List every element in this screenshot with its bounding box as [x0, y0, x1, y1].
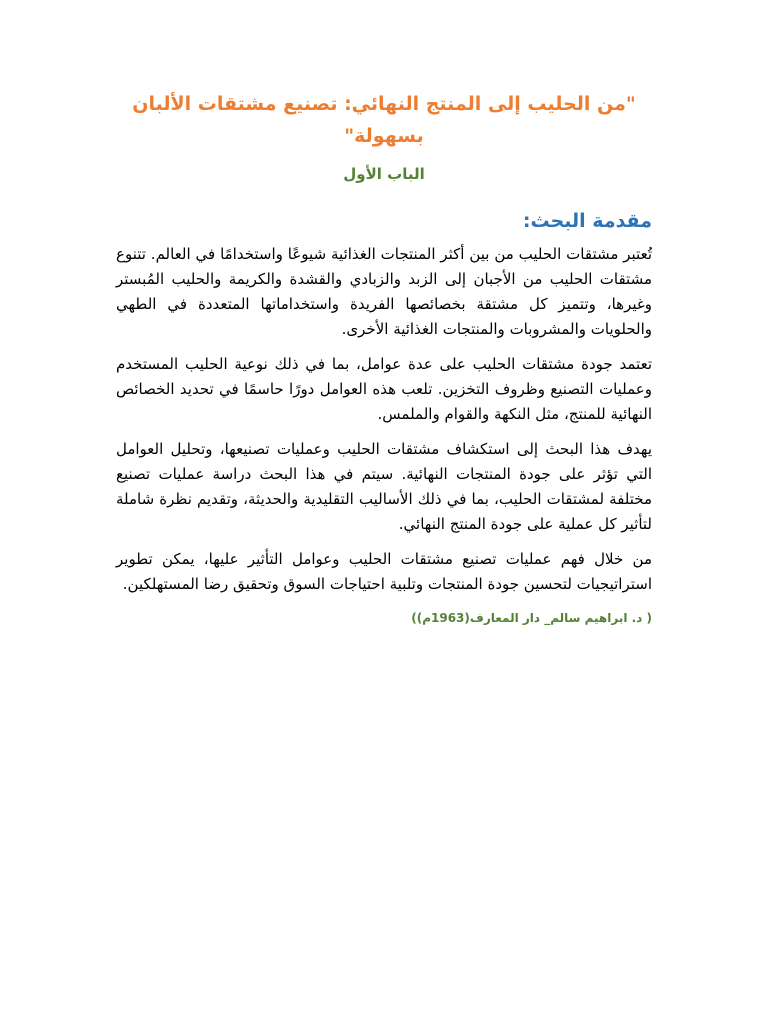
- chapter-heading: الباب الأول: [343, 165, 425, 183]
- section-heading: مقدمة البحث:: [522, 210, 652, 232]
- paragraph-2: تعتمد جودة مشتقات الحليب على عدة عوامل، بما في ذلك نوعية الحليب المستخدم وعمليات التصنيع وظروف التخزين. تلعب هذه العوامل دورًا حاسمًا في تحديد الخصائص النهائية للمنتج، مثل النكهة والقوام والملمس.: [116, 355, 652, 423]
- paragraph-1: تُعتبر مشتقات الحليب من بين أكثر المنتجات الغذائية شيوعًا واستخدامًا في العالم. تتنوع مشتقات الحليب من الأجبان إلى الزبد والزبادي والقشدة والكريمة والحليب المُبستر وغيرها، وتتميز كل مشتقة بخصائصها الفريدة واستخداماتها المتعددة في الطهي والحلويات والمشروبات والمنتجات الغذائية الأخرى.: [116, 245, 652, 338]
- paragraph-3: يهدف هذا البحث إلى استكشاف مشتقات الحليب وعمليات تصنيعها، وتحليل العوامل التي تؤثر على جودة المنتجات النهائية. سيتم في هذا البحث دراسة عمليات تصنيع مختلفة لمشتقات الحليب، بما في ذلك الأساليب التقليدية والحديثة، وتقديم نظرة شاملة لتأثير كل عملية على جودة المنتج النهائي.: [116, 440, 652, 533]
- paragraph-4: من خلال فهم عمليات تصنيع مشتقات الحليب وعوامل التأثير عليها، يمكن تطوير استراتيجيات لتحسين جودة المنتجات وتلبية احتياجات السوق وتحقيق رضا المستهلكين.: [116, 550, 652, 593]
- document-title: "من الحليب إلى المنتج النهائي: تصنيع مشتقات الألبان بسهولة": [132, 93, 636, 147]
- citation: ( د. ابراهيم سالم_ دار المعارف(1963م)): [411, 611, 652, 625]
